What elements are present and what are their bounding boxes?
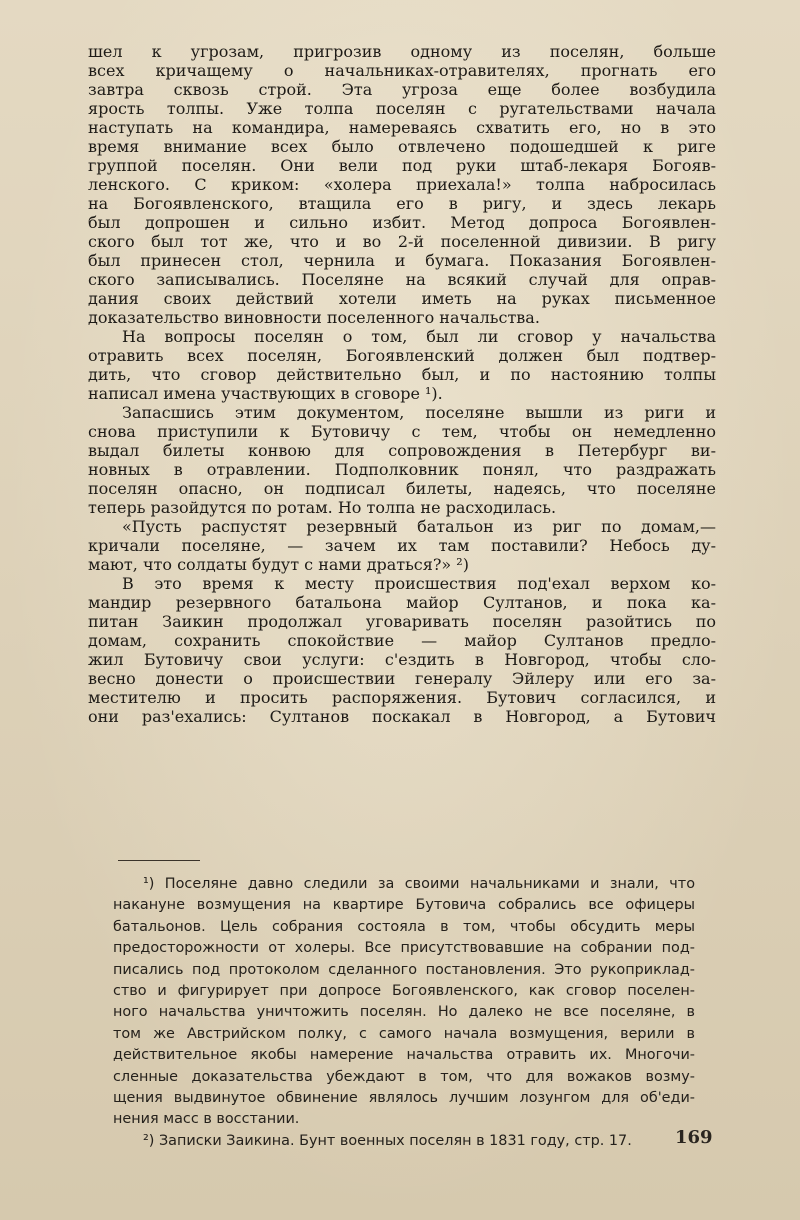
footnote-line: сленные доказательства убеждают в том, что для вожаков возму- bbox=[113, 1068, 695, 1085]
footnote-line: ство и фигурирует при допросе Богоявленского, как сговор поселен- bbox=[113, 983, 695, 1000]
text-line: поселян опасно, он подписал билеты, надеясь, что поселяне bbox=[88, 479, 716, 498]
footnote-line: ²) Записки Заикина. Бунт военных поселян в 1831 году, стр. 17. bbox=[143, 1132, 632, 1149]
text-line: снова приступили к Бутовичу с тем, чтобы он немедленно bbox=[88, 422, 716, 441]
footnote-line: нения масс в восстании. bbox=[113, 1111, 300, 1128]
footnote-line: ного начальства уничтожить поселян. Но далеко не все поселяне, в bbox=[113, 1004, 695, 1021]
text-line: был принесен стол, чернила и бумага. Показания Богоявлен- bbox=[88, 251, 716, 270]
text-line: кричали поселяне, — зачем их там поставили? Небось ду- bbox=[88, 536, 716, 555]
text-line: теперь разойдутся по ротам. Но толпа не расходилась. bbox=[88, 498, 557, 517]
text-line: время внимание всех было отвлечено подошедшей к риге bbox=[88, 137, 716, 156]
footnote-line: батальонов. Цель собрания состояла в том, чтобы обсудить меры bbox=[113, 918, 695, 935]
text-line: выдал билеты конвою для сопровождения в Петербург ви- bbox=[88, 441, 716, 460]
footnote-divider bbox=[118, 860, 200, 861]
footnote-line: действительное якобы намерение начальства отравить их. Многочи- bbox=[113, 1047, 695, 1064]
footnote-line: ¹) Поселяне давно следили за своими начальниками и знали, что bbox=[143, 876, 695, 892]
text-line: Запасшись этим документом, поселяне вышли из риги и bbox=[122, 403, 716, 422]
text-line: доказательство виновности поселенного начальства. bbox=[88, 308, 540, 327]
text-line: жил Бутовичу свои услуги: с'ездить в Новгород, чтобы сло- bbox=[88, 650, 716, 669]
text-line: весно донести о происшествии генералу Эйлеру или его за- bbox=[88, 669, 716, 688]
text-line: ского был тот же, что и во 2-й поселенной дивизии. В ригу bbox=[88, 232, 716, 251]
text-line: В это время к месту происшествия под'ехал верхом ко- bbox=[122, 574, 716, 593]
footnote-line: том же Австрийском полку, с самого начала возмущения, верили в bbox=[113, 1025, 695, 1042]
text-line: ярость толпы. Уже толпа поселян с ругательствами начала bbox=[88, 99, 716, 118]
text-line: дания своих действий хотели иметь на руках письменное bbox=[88, 289, 716, 308]
text-line: ленского. С криком: «холера приехала!» толпа набросилась bbox=[88, 175, 716, 194]
text-line: мандир резервного батальона майор Султанов, и пока ка- bbox=[88, 593, 716, 612]
main-text bbox=[88, 42, 716, 726]
text-line: новных в отравлении. Подполковник понял, что раздражать bbox=[88, 460, 716, 479]
text-line: На вопросы поселян о том, был ли сговор у начальства bbox=[122, 327, 716, 346]
text-line: всех кричащему о начальниках-отравителях, прогнать его bbox=[88, 61, 716, 80]
text-line: на Богоявленского, втащила его в ригу, и здесь лекарь bbox=[88, 194, 716, 213]
text-line: ского записывались. Поселяне на всякий случай для оправ- bbox=[88, 270, 716, 289]
footnote-line: писались под протоколом сделанного постановления. Это рукоприклад- bbox=[113, 961, 695, 978]
footnote-line: щения выдвинутое обвинение являлось лучшим лозунгом для об'еди- bbox=[113, 1090, 695, 1107]
text-line: местителю и просить распоряжения. Бутович согласился, и bbox=[88, 688, 716, 707]
text-line: «Пусть распустят резервный батальон из риг по домам,— bbox=[122, 517, 716, 536]
footnotes bbox=[113, 874, 695, 1152]
text-line: питан Заикин продолжал уговаривать поселян разойтись по bbox=[88, 612, 716, 631]
text-line: отравить всех поселян, Богоявленский должен был подтвер- bbox=[88, 346, 716, 365]
text-line: мают, что солдаты будут с нами драться?» ²) bbox=[88, 555, 469, 574]
text-line: они раз'ехались: Султанов поскакал в Новгород, а Бутович bbox=[88, 707, 716, 726]
text-line: шел к угрозам, пригрозив одному из поселян, больше bbox=[88, 42, 716, 61]
text-line: дить, что сговор действительно был, и по настоянию толпы bbox=[88, 365, 716, 384]
page-number: 169 bbox=[675, 1127, 713, 1148]
text-line: наступать на командира, намереваясь схватить его, но в это bbox=[88, 118, 716, 137]
footnote-line: накануне возмущения на квартире Бутовича собрались все офицеры bbox=[113, 897, 695, 914]
text-line: группой поселян. Они вели под руки штаб-лекаря Богояв- bbox=[88, 156, 716, 175]
footnote-line: предосторожности от холеры. Все присутствовавшие на собрании под- bbox=[113, 940, 695, 957]
text-line: был допрошен и сильно избит. Метод допроса Богоявлен- bbox=[88, 213, 716, 232]
text-line: завтра сквозь строй. Эта угроза еще более возбудила bbox=[88, 80, 716, 99]
text-line: написал имена участвующих в сговоре ¹). bbox=[88, 384, 443, 403]
text-line: домам, сохранить спокойствие — майор Султанов предло- bbox=[88, 631, 716, 650]
